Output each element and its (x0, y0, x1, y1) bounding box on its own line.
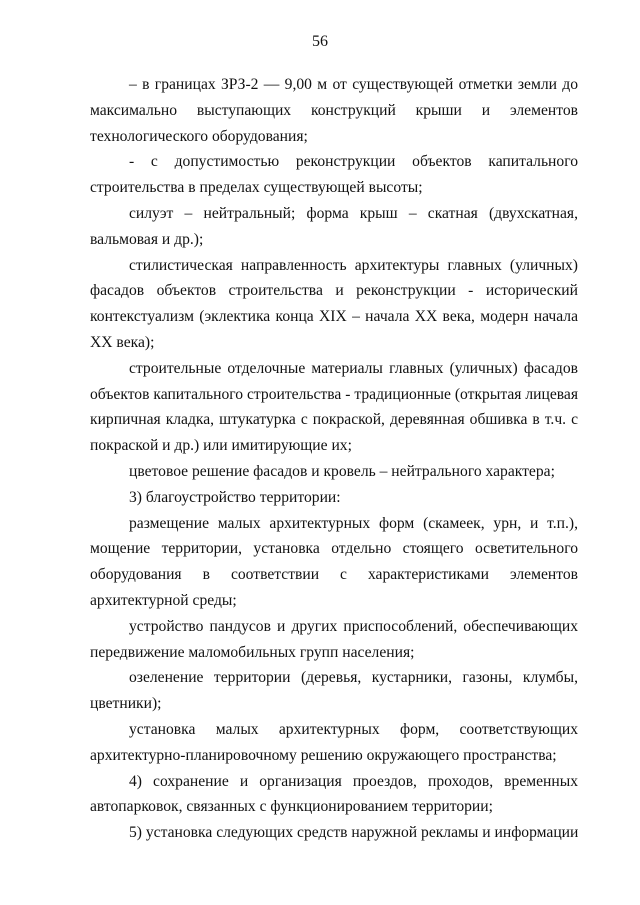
text-line: – в границах ЗРЗ-2 — 9,00 м от существующей отметки земли до (129, 76, 578, 93)
page-number: 56 (312, 33, 328, 50)
text-line: архитектурно-планировочному решению окружающего пространства; (90, 746, 557, 764)
text-line: оборудования в соответствии с характеристиками элементов (90, 566, 578, 584)
text-line: 5) установка следующих средств наружной рекламы и информации (129, 824, 579, 842)
text-line: максимально выступающих конструкций крыши и элементов (90, 101, 578, 119)
text-line: устройство пандусов и других приспособлений, обеспечивающих (129, 617, 578, 635)
text-line: стилистическая направленность архитектуры главных (уличных) (129, 256, 578, 274)
text-line: вальмовая и др.); (90, 230, 204, 248)
text-line: контекстуализм (эклектика конца XIX – начала XX века, модерн начала (90, 308, 578, 326)
text-line: архитектурной среды; (90, 591, 237, 609)
text-line: цветники); (90, 695, 162, 713)
text-line: объектов капитального строительства - традиционные (открытая лицевая (90, 385, 578, 403)
text-line: цветовое решение фасадов и кровель – нейтрального характера; (129, 462, 555, 480)
document-body (90, 72, 578, 846)
text-line: покраской и др.) или имитирующие их; (90, 437, 352, 455)
text-line: строительные отделочные материалы главных (уличных) фасадов (129, 359, 578, 377)
text-line: силуэт – нейтральный; форма крыш – скатная (двухскатная, (129, 204, 578, 222)
text-line: передвижение маломобильных групп населения; (90, 643, 415, 661)
text-line: фасадов объектов строительства и реконструкции - исторический (90, 282, 578, 300)
text-line: 3) благоустройство территории: (129, 488, 341, 506)
text-line: мощение территории, установка отдельно стоящего осветительного (90, 540, 578, 558)
text-line: XX века); (90, 333, 155, 351)
text-line: автопарковок, связанных с функционированием территории; (90, 798, 493, 816)
text-line: озеленение территории (деревья, кустарники, газоны, клумбы, (129, 669, 578, 687)
text-line: технологического оборудования; (90, 127, 308, 145)
text-line: размещение малых архитектурных форм (скамеек, урн, и т.п.), (129, 514, 578, 532)
text-line: установка малых архитектурных форм, соответствующих (129, 720, 578, 738)
text-line: кирпичная кладка, штукатурка с покраской, деревянная обшивка в т.ч. с (90, 411, 578, 429)
text-line: 4) сохранение и организация проездов, проходов, временных (129, 772, 578, 790)
text-line: строительства в пределах существующей высоты; (90, 179, 423, 197)
text-line: - с допустимостью реконструкции объектов капитального (129, 153, 578, 171)
